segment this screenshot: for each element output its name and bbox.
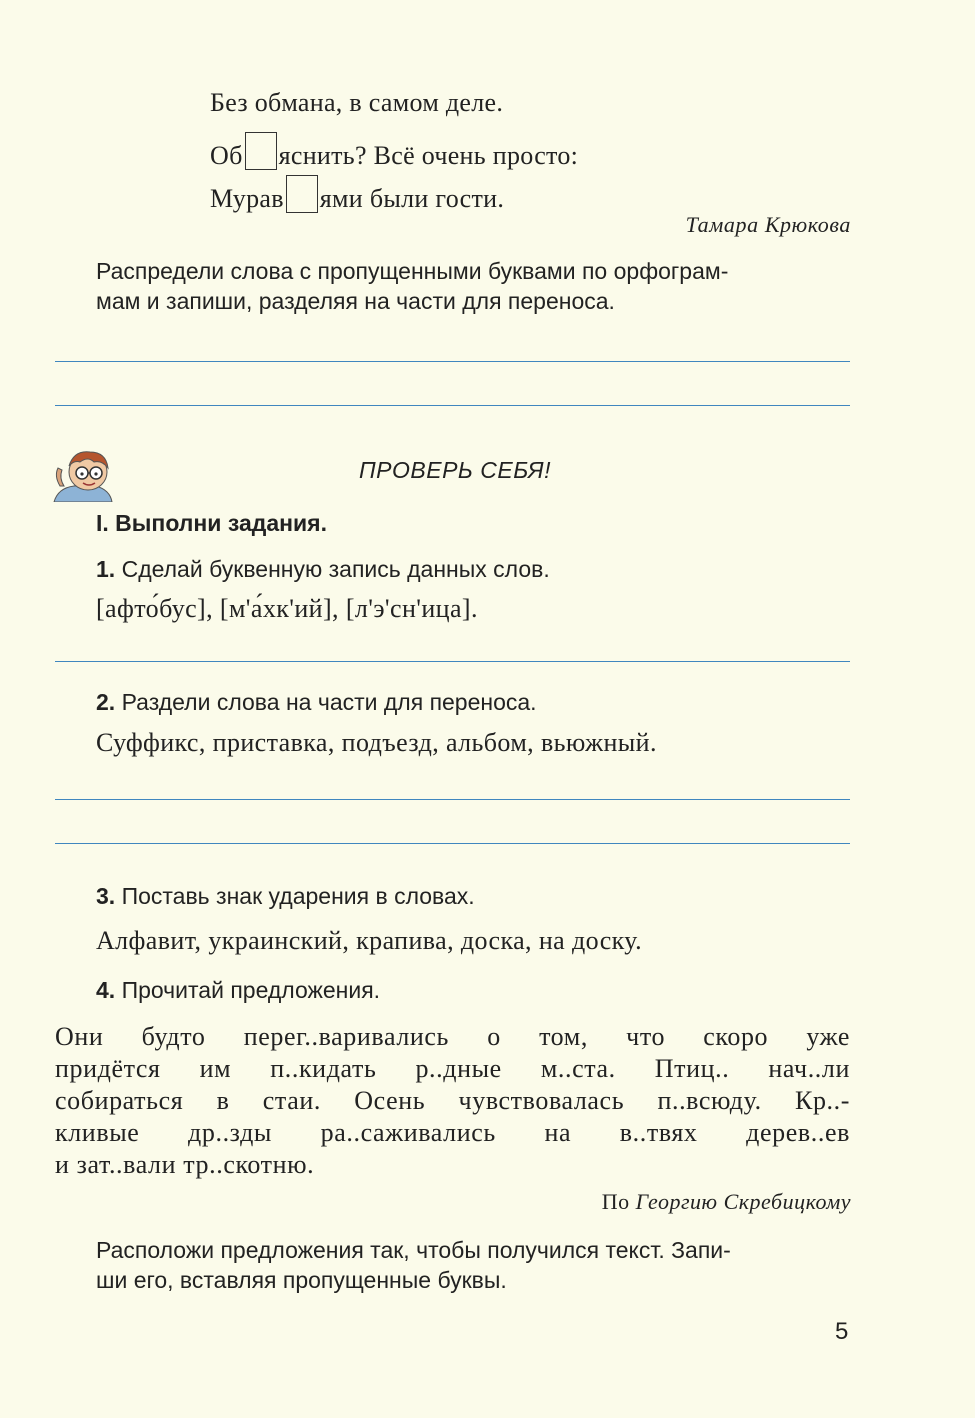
final-task-line-1: Расположи предложения так, чтобы получился текст. Запи- [96, 1237, 731, 1263]
paragraph-line: собираться в стаи. Осень чувствовалась п..всюду. Кр..- [55, 1086, 850, 1115]
task-2-words: Суффикс, приставка, подъезд, альбом, вьюжный. [96, 728, 657, 757]
task-text: Прочитай предложения. [121, 977, 381, 1003]
task-text: Сделай буквенную запись данных слов. [121, 556, 550, 582]
section-title: I. Выполни задания. [96, 510, 327, 536]
writing-line[interactable] [55, 799, 850, 800]
paragraph-line: Они будто перег..варивались о том, что скоро уже [55, 1022, 850, 1051]
poem-line-2-end: яснить? Всё очень просто: [278, 141, 579, 170]
source-author: Георгию Скребицкому [635, 1189, 851, 1214]
writing-line[interactable] [55, 405, 850, 406]
poem-author: Тамара Крюкова [685, 212, 851, 237]
task-number: 1. [96, 556, 116, 582]
paragraph-line: придётся им п..кидать р..дные м..ста. Птиц.. нач..ли [55, 1054, 850, 1083]
final-task [96, 1235, 731, 1295]
task-1-words: [афто́бус], [м'а́хк'ий], [л'э'сн'ица]. [96, 594, 478, 623]
check-yourself-title: ПРОВЕРЬ СЕБЯ! [358, 457, 551, 483]
exercise-paragraph [55, 1021, 850, 1181]
paragraph-source [602, 1189, 851, 1215]
writing-line[interactable] [55, 361, 850, 362]
task-3-words: Алфавит, украинский, крапива, доска, на доску. [96, 926, 642, 955]
task-text: Раздели слова на части для переноса. [121, 689, 537, 715]
poem-line-2-start: Об [210, 141, 243, 170]
poem-line-3-start: Мурав [210, 184, 284, 213]
writing-line[interactable] [55, 661, 850, 662]
missing-letter-box [286, 175, 318, 213]
poem-line-3-end: ями были гости. [319, 184, 505, 213]
task-3 [96, 883, 475, 910]
writing-line[interactable] [55, 843, 850, 844]
paragraph-line: и зат..вали тр..скотню. [55, 1150, 315, 1179]
task-text: Поставь знак ударения в словах. [121, 883, 475, 909]
paragraph-line: кливые др..зды ра..саживались на в..твях дерев..ев [55, 1118, 850, 1147]
source-prefix: По [601, 1189, 630, 1214]
task-intro-line-2: мам и запиши, разделяя на части для переноса. [96, 288, 615, 314]
task-number: 3. [96, 883, 116, 909]
task-intro-line-1: Распредели слова с пропущенными буквами по орфограм- [96, 258, 729, 284]
poem-line-3 [210, 175, 504, 214]
boy-with-glasses-icon [44, 446, 116, 502]
task-1 [96, 556, 550, 583]
poem-line-2 [210, 132, 578, 171]
poem-line-1: Без обмана, в самом деле. [210, 88, 504, 117]
task-2 [96, 689, 537, 716]
page-number: 5 [835, 1318, 849, 1345]
task-number: 4. [96, 977, 116, 1003]
task-4 [96, 977, 380, 1004]
missing-letter-box [245, 132, 277, 170]
final-task-line-2: ши его, вставляя пропущенные буквы. [96, 1267, 507, 1293]
task-number: 2. [96, 689, 116, 715]
task-intro [96, 256, 728, 316]
